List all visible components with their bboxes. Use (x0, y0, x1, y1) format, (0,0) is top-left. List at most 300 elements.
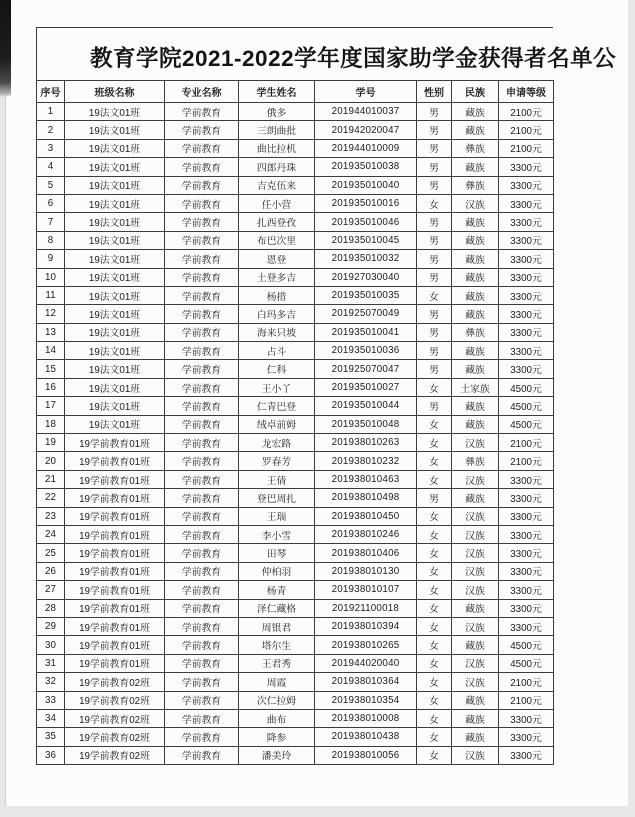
cell-class-name: 19学前教育01班 (65, 636, 165, 654)
cell-student-id: 201935010048 (315, 415, 417, 433)
header-student-id: 学号 (315, 81, 417, 103)
table-row (37, 544, 554, 562)
cell-gender: 女 (417, 673, 452, 691)
cell-class-name: 19学前教育01班 (65, 507, 165, 525)
cell-major: 学前教育 (165, 746, 239, 764)
cell-student-name: 王瑞 (239, 507, 315, 525)
cell-gender: 女 (417, 544, 452, 562)
cell-index: 23 (37, 507, 65, 525)
table-row (37, 709, 554, 727)
cell-major: 学前教育 (165, 489, 239, 507)
cell-ethnicity: 汉族 (452, 544, 499, 562)
cell-class-name: 19学前教育01班 (65, 434, 165, 452)
cell-ethnicity: 彝族 (452, 452, 499, 470)
cell-class-name: 19法文01班 (65, 397, 165, 415)
cell-student-name: 仁青巴登 (239, 397, 315, 415)
cell-index: 4 (37, 158, 65, 176)
table-row (37, 489, 554, 507)
cell-grant-amount: 3300元 (499, 544, 554, 562)
table-row (37, 103, 554, 121)
document-page (5, 0, 628, 806)
cell-index: 14 (37, 342, 65, 360)
table-row (37, 268, 554, 286)
cell-class-name: 19学前教育01班 (65, 452, 165, 470)
cell-major: 学前教育 (165, 139, 239, 157)
cell-student-id: 201921100018 (315, 599, 417, 617)
cell-ethnicity: 藏族 (452, 213, 499, 231)
table-row (37, 691, 554, 709)
cell-ethnicity: 藏族 (452, 709, 499, 727)
table-row (37, 378, 554, 396)
cell-major: 学前教育 (165, 158, 239, 176)
cell-ethnicity: 汉族 (452, 562, 499, 580)
cell-class-name: 19法文01班 (65, 213, 165, 231)
scan-shadow-corner (0, 0, 11, 97)
cell-grant-amount: 3300元 (499, 525, 554, 543)
table-row (37, 121, 554, 139)
cell-grant-amount: 3300元 (499, 617, 554, 635)
cell-major: 学前教育 (165, 691, 239, 709)
cell-grant-amount: 3300元 (499, 305, 554, 323)
cell-student-name: 王小丫 (239, 378, 315, 396)
cell-student-id: 201944010037 (315, 103, 417, 121)
cell-class-name: 19学前教育01班 (65, 562, 165, 580)
cell-major: 学前教育 (165, 728, 239, 746)
cell-student-id: 201938010232 (315, 452, 417, 470)
cell-class-name: 19法文01班 (65, 323, 165, 341)
cell-class-name: 19学前教育01班 (65, 525, 165, 543)
header-grant-amount: 申请等级 (499, 81, 554, 103)
cell-class-name: 19法文01班 (65, 286, 165, 304)
cell-grant-amount: 2100元 (499, 673, 554, 691)
cell-grant-amount: 3300元 (499, 323, 554, 341)
page-title: 教育学院2021-2022学年度国家助学金获得者名单公 (90, 46, 617, 71)
cell-student-name: 海来只坡 (239, 323, 315, 341)
cell-ethnicity: 藏族 (452, 489, 499, 507)
cell-major: 学前教育 (165, 507, 239, 525)
cell-index: 25 (37, 544, 65, 562)
cell-student-id: 201935010044 (315, 397, 417, 415)
cell-gender: 女 (417, 691, 452, 709)
cell-major: 学前教育 (165, 636, 239, 654)
cell-gender: 女 (417, 728, 452, 746)
cell-major: 学前教育 (165, 305, 239, 323)
cell-index: 33 (37, 691, 65, 709)
cell-student-name: 王倩 (239, 470, 315, 488)
cell-major: 学前教育 (165, 103, 239, 121)
cell-student-id: 201935010027 (315, 378, 417, 396)
cell-class-name: 19法文01班 (65, 415, 165, 433)
cell-ethnicity: 汉族 (452, 654, 499, 672)
cell-gender: 男 (417, 268, 452, 286)
table-row (37, 213, 554, 231)
cell-gender: 女 (417, 746, 452, 764)
cell-gender: 女 (417, 599, 452, 617)
cell-grant-amount: 2100元 (499, 691, 554, 709)
cell-student-id: 201938010354 (315, 691, 417, 709)
cell-student-id: 201925070049 (315, 305, 417, 323)
cell-major: 学前教育 (165, 452, 239, 470)
cell-index: 18 (37, 415, 65, 433)
table-row (37, 434, 554, 452)
cell-major: 学前教育 (165, 599, 239, 617)
cell-student-name: 塔尔生 (239, 636, 315, 654)
cell-gender: 女 (417, 378, 452, 396)
cell-gender: 女 (417, 525, 452, 543)
cell-student-name: 周银君 (239, 617, 315, 635)
cell-grant-amount: 3300元 (499, 286, 554, 304)
cell-ethnicity: 汉族 (452, 581, 499, 599)
cell-gender: 男 (417, 305, 452, 323)
cell-gender: 女 (417, 434, 452, 452)
cell-major: 学前教育 (165, 250, 239, 268)
cell-gender: 男 (417, 360, 452, 378)
cell-index: 31 (37, 654, 65, 672)
table-row (37, 746, 554, 764)
table-row (37, 452, 554, 470)
cell-ethnicity: 彝族 (452, 139, 499, 157)
cell-student-id: 201935010045 (315, 231, 417, 249)
cell-major: 学前教育 (165, 342, 239, 360)
cell-student-name: 扎西登孜 (239, 213, 315, 231)
cell-gender: 女 (417, 654, 452, 672)
cell-gender: 女 (417, 194, 452, 212)
cell-grant-amount: 2100元 (499, 434, 554, 452)
table-row (37, 231, 554, 249)
cell-student-id: 201942020047 (315, 121, 417, 139)
cell-major: 学前教育 (165, 378, 239, 396)
table-row (37, 158, 554, 176)
cell-class-name: 19法文01班 (65, 378, 165, 396)
cell-grant-amount: 3300元 (499, 489, 554, 507)
cell-student-name: 四郎丹珠 (239, 158, 315, 176)
cell-index: 10 (37, 268, 65, 286)
cell-student-name: 占斗 (239, 342, 315, 360)
cell-class-name: 19学前教育01班 (65, 470, 165, 488)
cell-ethnicity: 藏族 (452, 636, 499, 654)
table-row (37, 323, 554, 341)
cell-index: 2 (37, 121, 65, 139)
table-row (37, 342, 554, 360)
cell-major: 学前教育 (165, 176, 239, 194)
header-gender: 性别 (417, 81, 452, 103)
cell-index: 3 (37, 139, 65, 157)
cell-grant-amount: 4500元 (499, 636, 554, 654)
cell-index: 30 (37, 636, 65, 654)
cell-ethnicity: 汉族 (452, 507, 499, 525)
cell-student-name: 周霞 (239, 673, 315, 691)
cell-student-name: 泽仁藏格 (239, 599, 315, 617)
table-row (37, 581, 554, 599)
cell-ethnicity: 汉族 (452, 194, 499, 212)
cell-grant-amount: 3300元 (499, 194, 554, 212)
cell-grant-amount: 3300元 (499, 507, 554, 525)
cell-ethnicity: 藏族 (452, 728, 499, 746)
cell-grant-amount: 2100元 (499, 139, 554, 157)
cell-student-id: 201938010450 (315, 507, 417, 525)
cell-student-name: 俄多 (239, 103, 315, 121)
cell-index: 19 (37, 434, 65, 452)
cell-gender: 女 (417, 452, 452, 470)
table-row (37, 617, 554, 635)
cell-gender: 男 (417, 176, 452, 194)
cell-major: 学前教育 (165, 654, 239, 672)
cell-grant-amount: 3300元 (499, 728, 554, 746)
cell-index: 36 (37, 746, 65, 764)
cell-class-name: 19法文01班 (65, 158, 165, 176)
table-row (37, 562, 554, 580)
cell-major: 学前教育 (165, 268, 239, 286)
cell-ethnicity: 汉族 (452, 617, 499, 635)
cell-ethnicity: 藏族 (452, 250, 499, 268)
cell-ethnicity: 土家族 (452, 378, 499, 396)
cell-index: 5 (37, 176, 65, 194)
cell-student-id: 201938010463 (315, 470, 417, 488)
cell-grant-amount: 3300元 (499, 342, 554, 360)
cell-index: 13 (37, 323, 65, 341)
scholarship-grid (36, 80, 554, 765)
cell-ethnicity: 藏族 (452, 415, 499, 433)
cell-major: 学前教育 (165, 617, 239, 635)
cell-index: 32 (37, 673, 65, 691)
header-student-name: 学生姓名 (239, 81, 315, 103)
cell-index: 35 (37, 728, 65, 746)
table-row (37, 397, 554, 415)
cell-student-name: 吉克伍来 (239, 176, 315, 194)
table-row (37, 139, 554, 157)
cell-student-name: 次仁拉姆 (239, 691, 315, 709)
cell-grant-amount: 2100元 (499, 121, 554, 139)
cell-student-name: 布巴次里 (239, 231, 315, 249)
cell-index: 6 (37, 194, 65, 212)
cell-class-name: 19学前教育02班 (65, 709, 165, 727)
cell-class-name: 19法文01班 (65, 268, 165, 286)
cell-major: 学前教育 (165, 194, 239, 212)
cell-major: 学前教育 (165, 544, 239, 562)
table-row (37, 286, 554, 304)
cell-grant-amount: 3300元 (499, 176, 554, 194)
cell-student-name: 仲柏羽 (239, 562, 315, 580)
cell-student-name: 王君秀 (239, 654, 315, 672)
cell-gender: 女 (417, 709, 452, 727)
cell-major: 学前教育 (165, 397, 239, 415)
cell-index: 28 (37, 599, 65, 617)
cell-gender: 女 (417, 636, 452, 654)
table-row (37, 654, 554, 672)
cell-index: 17 (37, 397, 65, 415)
cell-index: 24 (37, 525, 65, 543)
table-row (37, 673, 554, 691)
cell-class-name: 19学前教育01班 (65, 581, 165, 599)
cell-student-name: 土登多吉 (239, 268, 315, 286)
cell-grant-amount: 3300元 (499, 231, 554, 249)
cell-gender: 女 (417, 507, 452, 525)
cell-gender: 男 (417, 342, 452, 360)
cell-student-id: 201935010036 (315, 342, 417, 360)
cell-major: 学前教育 (165, 562, 239, 580)
cell-gender: 男 (417, 213, 452, 231)
cell-student-id: 201938010263 (315, 434, 417, 452)
cell-class-name: 19学前教育02班 (65, 691, 165, 709)
cell-student-name: 曲布 (239, 709, 315, 727)
cell-gender: 女 (417, 617, 452, 635)
cell-major: 学前教育 (165, 709, 239, 727)
cell-class-name: 19学前教育02班 (65, 728, 165, 746)
cell-student-name: 曲比拉机 (239, 139, 315, 157)
cell-index: 11 (37, 286, 65, 304)
cell-index: 7 (37, 213, 65, 231)
cell-major: 学前教育 (165, 434, 239, 452)
cell-gender: 男 (417, 489, 452, 507)
cell-gender: 女 (417, 470, 452, 488)
table-row (37, 415, 554, 433)
cell-major: 学前教育 (165, 360, 239, 378)
cell-student-id: 201935010016 (315, 194, 417, 212)
cell-student-id: 201938010438 (315, 728, 417, 746)
cell-class-name: 19学前教育02班 (65, 673, 165, 691)
cell-gender: 男 (417, 250, 452, 268)
cell-index: 22 (37, 489, 65, 507)
cell-student-id: 201938010406 (315, 544, 417, 562)
cell-ethnicity: 汉族 (452, 470, 499, 488)
cell-student-name: 降参 (239, 728, 315, 746)
table-row (37, 305, 554, 323)
cell-student-id: 201935010032 (315, 250, 417, 268)
cell-grant-amount: 2100元 (499, 452, 554, 470)
cell-ethnicity: 藏族 (452, 121, 499, 139)
cell-class-name: 19学前教育01班 (65, 544, 165, 562)
cell-grant-amount: 3300元 (499, 581, 554, 599)
cell-major: 学前教育 (165, 286, 239, 304)
cell-student-id: 201935010035 (315, 286, 417, 304)
cell-student-id: 201938010265 (315, 636, 417, 654)
table-row (37, 470, 554, 488)
header-major: 专业名称 (165, 81, 239, 103)
table-header-row (37, 81, 554, 103)
cell-ethnicity: 藏族 (452, 103, 499, 121)
cell-student-id: 201938010498 (315, 489, 417, 507)
cell-gender: 男 (417, 158, 452, 176)
cell-gender: 女 (417, 286, 452, 304)
cell-class-name: 19学前教育01班 (65, 489, 165, 507)
table-row (37, 194, 554, 212)
cell-gender: 男 (417, 231, 452, 249)
table-row (37, 599, 554, 617)
cell-student-name: 登巴周扎 (239, 489, 315, 507)
cell-major: 学前教育 (165, 470, 239, 488)
cell-gender: 男 (417, 121, 452, 139)
cell-gender: 女 (417, 581, 452, 599)
cell-grant-amount: 3300元 (499, 746, 554, 764)
cell-grant-amount: 3300元 (499, 158, 554, 176)
cell-student-id: 201944010009 (315, 139, 417, 157)
cell-index: 12 (37, 305, 65, 323)
cell-ethnicity: 彝族 (452, 323, 499, 341)
table-row (37, 176, 554, 194)
cell-ethnicity: 汉族 (452, 746, 499, 764)
cell-grant-amount: 4500元 (499, 397, 554, 415)
cell-student-id: 201938010107 (315, 581, 417, 599)
cell-grant-amount: 3300元 (499, 213, 554, 231)
cell-index: 20 (37, 452, 65, 470)
cell-grant-amount: 3300元 (499, 599, 554, 617)
cell-grant-amount: 3300元 (499, 709, 554, 727)
cell-student-id: 201935010040 (315, 176, 417, 194)
cell-class-name: 19学前教育02班 (65, 746, 165, 764)
cell-student-name: 三朗曲批 (239, 121, 315, 139)
cell-student-name: 恩登 (239, 250, 315, 268)
cell-ethnicity: 藏族 (452, 599, 499, 617)
cell-ethnicity: 藏族 (452, 691, 499, 709)
cell-student-id: 201938010394 (315, 617, 417, 635)
table-row (37, 250, 554, 268)
table-row (37, 360, 554, 378)
cell-student-name: 田琴 (239, 544, 315, 562)
table-title-cell (36, 27, 617, 80)
cell-grant-amount: 2100元 (499, 103, 554, 121)
cell-ethnicity: 藏族 (452, 158, 499, 176)
cell-ethnicity: 藏族 (452, 268, 499, 286)
cell-class-name: 19法文01班 (65, 176, 165, 194)
cell-class-name: 19法文01班 (65, 305, 165, 323)
cell-gender: 男 (417, 323, 452, 341)
cell-index: 16 (37, 378, 65, 396)
cell-major: 学前教育 (165, 415, 239, 433)
cell-index: 29 (37, 617, 65, 635)
cell-student-name: 白玛多吉 (239, 305, 315, 323)
cell-ethnicity: 藏族 (452, 342, 499, 360)
cell-major: 学前教育 (165, 323, 239, 341)
cell-ethnicity: 汉族 (452, 525, 499, 543)
cell-index: 27 (37, 581, 65, 599)
table-row (37, 728, 554, 746)
header-ethnicity: 民族 (452, 81, 499, 103)
cell-student-name: 绒卓前姆 (239, 415, 315, 433)
cell-class-name: 19法文01班 (65, 342, 165, 360)
cell-student-id: 201938010130 (315, 562, 417, 580)
cell-class-name: 19法文01班 (65, 103, 165, 121)
cell-class-name: 19学前教育01班 (65, 617, 165, 635)
cell-ethnicity: 藏族 (452, 397, 499, 415)
cell-student-id: 201927030040 (315, 268, 417, 286)
cell-grant-amount: 3300元 (499, 360, 554, 378)
cell-student-name: 杨措 (239, 286, 315, 304)
cell-class-name: 19法文01班 (65, 194, 165, 212)
cell-ethnicity: 藏族 (452, 286, 499, 304)
cell-ethnicity: 汉族 (452, 673, 499, 691)
cell-gender: 男 (417, 139, 452, 157)
cell-student-name: 罗春芳 (239, 452, 315, 470)
cell-major: 学前教育 (165, 213, 239, 231)
cell-student-id: 201944020040 (315, 654, 417, 672)
table-row (37, 636, 554, 654)
cell-student-id: 201925070047 (315, 360, 417, 378)
cell-ethnicity: 藏族 (452, 305, 499, 323)
scholarship-table (36, 27, 617, 765)
cell-grant-amount: 4500元 (499, 654, 554, 672)
cell-major: 学前教育 (165, 581, 239, 599)
cell-class-name: 19法文01班 (65, 139, 165, 157)
cell-major: 学前教育 (165, 673, 239, 691)
cell-grant-amount: 3300元 (499, 470, 554, 488)
header-class-name: 班级名称 (65, 81, 165, 103)
cell-ethnicity: 藏族 (452, 231, 499, 249)
cell-class-name: 19法文01班 (65, 250, 165, 268)
cell-student-name: 杨青 (239, 581, 315, 599)
cell-index: 21 (37, 470, 65, 488)
cell-student-id: 201935010038 (315, 158, 417, 176)
header-index: 序号 (37, 81, 65, 103)
